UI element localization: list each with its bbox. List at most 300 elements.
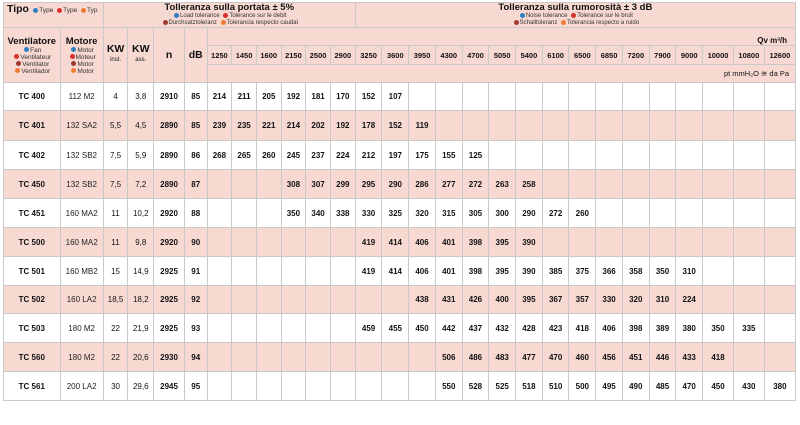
kw-ass-cell: 14,9 [128, 257, 154, 286]
table-row [4, 372, 796, 401]
pressure-cell [207, 257, 232, 286]
pressure-cell: 506 [435, 343, 462, 372]
flow-header-cell: 10000 [703, 46, 734, 65]
pressure-cell: 437 [462, 314, 489, 343]
rpm-cell: 2890 [154, 141, 185, 170]
pressure-cell [330, 286, 355, 314]
qv-label: Qv m³/h [757, 36, 787, 45]
pressure-cell [703, 257, 734, 286]
pressure-cell [256, 170, 281, 199]
pressure-cell: 390 [516, 228, 543, 257]
pressure-cell: 335 [733, 314, 764, 343]
brown-dot-icon [16, 61, 21, 66]
pressure-cell [281, 343, 306, 372]
pressure-cell [733, 199, 764, 228]
pressure-cell: 483 [489, 343, 516, 372]
pressure-cell [516, 111, 543, 141]
pressure-cell [676, 83, 703, 111]
pressure-cell [256, 314, 281, 343]
flow-header-cell: 3250 [355, 46, 382, 65]
pressure-cell [733, 343, 764, 372]
pressure-cell: 518 [516, 372, 543, 401]
pressure-cell [435, 83, 462, 111]
pressure-cell: 485 [649, 372, 676, 401]
pressure-cell [596, 83, 623, 111]
model-cell: TC 500 [4, 228, 61, 257]
pressure-cell [355, 286, 382, 314]
pressure-cell [462, 83, 489, 111]
pressure-cell [232, 228, 257, 257]
pressure-cell: 490 [622, 372, 649, 401]
motor-cell: 132 SB2 [60, 141, 103, 170]
red-dot-icon [571, 13, 576, 18]
pressure-cell: 406 [409, 228, 436, 257]
pressure-cell [622, 141, 649, 170]
pressure-cell [596, 141, 623, 170]
kw-inst-cell: 30 [103, 372, 128, 401]
pressure-cell: 175 [409, 141, 436, 170]
pressure-cell [703, 228, 734, 257]
pressure-cell: 390 [516, 257, 543, 286]
rpm-cell: 2920 [154, 228, 185, 257]
pressure-cell: 258 [516, 170, 543, 199]
table-row [4, 170, 796, 199]
pressure-cell: 510 [542, 372, 569, 401]
model-cell: TC 451 [4, 199, 61, 228]
kw-ass-cell: 9,8 [128, 228, 154, 257]
pressure-cell: 237 [306, 141, 331, 170]
pressure-cell [516, 141, 543, 170]
db-cell: 85 [184, 111, 207, 141]
pressure-cell [764, 141, 795, 170]
pressure-cell: 315 [435, 199, 462, 228]
rpm-cell: 2890 [154, 170, 185, 199]
pressure-cell [596, 199, 623, 228]
pressure-cell [542, 111, 569, 141]
red-dot-icon [14, 54, 19, 59]
pressure-cell: 406 [409, 257, 436, 286]
flow-header-cell: 6500 [569, 46, 596, 65]
pressure-cell [649, 228, 676, 257]
pressure-cell: 419 [355, 228, 382, 257]
pressure-cell [232, 343, 257, 372]
pressure-cell [676, 199, 703, 228]
pressure-cell: 432 [489, 314, 516, 343]
pressure-cell [306, 372, 331, 401]
pressure-cell: 419 [355, 257, 382, 286]
pressure-cell: 268 [207, 141, 232, 170]
blue-dot-icon [174, 13, 179, 18]
pressure-cell: 414 [382, 228, 409, 257]
flow-header-cell: 6850 [596, 46, 623, 65]
ventilatore-title: Ventilatore [7, 35, 57, 47]
pressure-cell: 358 [622, 257, 649, 286]
pressure-cell: 325 [382, 199, 409, 228]
pressure-cell [542, 141, 569, 170]
kw-inst-cell: 11 [103, 228, 128, 257]
pressure-cell [649, 199, 676, 228]
db-cell: 87 [184, 170, 207, 199]
pressure-cell [569, 111, 596, 141]
pressure-cell [207, 228, 232, 257]
pressure-cell [733, 111, 764, 141]
pressure-cell [232, 257, 257, 286]
pressure-cell [516, 83, 543, 111]
rpm-cell: 2925 [154, 314, 185, 343]
pressure-cell: 245 [281, 141, 306, 170]
pressure-cell [232, 170, 257, 199]
kw-ass-cell: 18,2 [128, 286, 154, 314]
pressure-cell: 389 [649, 314, 676, 343]
kw-inst-cell: 4 [103, 83, 128, 111]
pressure-cell: 375 [569, 257, 596, 286]
pressure-cell [676, 228, 703, 257]
pressure-cell [649, 170, 676, 199]
pressure-cell: 170 [330, 83, 355, 111]
pressure-cell [489, 111, 516, 141]
table-row [4, 141, 796, 170]
pressure-cell [622, 199, 649, 228]
data-rows [4, 83, 796, 401]
pressure-cell [703, 286, 734, 314]
pressure-cell [306, 286, 331, 314]
pressure-cell [207, 314, 232, 343]
pressure-cell [542, 83, 569, 111]
kw-ass-header: KW ass. [128, 28, 154, 83]
pressure-cell [409, 83, 436, 111]
pressure-cell: 152 [355, 83, 382, 111]
pressure-cell [281, 228, 306, 257]
model-cell: TC 401 [4, 111, 61, 141]
pressure-cell [281, 286, 306, 314]
pressure-cell: 214 [207, 83, 232, 111]
rpm-cell: 2920 [154, 199, 185, 228]
pressure-cell [622, 228, 649, 257]
pressure-cell [256, 286, 281, 314]
orange-dot-icon [71, 68, 76, 73]
pressure-cell [569, 228, 596, 257]
model-cell: TC 561 [4, 372, 61, 401]
pressure-cell [382, 372, 409, 401]
pressure-cell: 367 [542, 286, 569, 314]
db-header: dB [184, 28, 207, 83]
pressure-cell [764, 343, 795, 372]
motor-cell: 112 M2 [60, 83, 103, 111]
pressure-cell: 395 [516, 286, 543, 314]
table-row [4, 228, 796, 257]
kw-ass-cell: 3,8 [128, 83, 154, 111]
pressure-cell [764, 286, 795, 314]
pressure-cell: 380 [764, 372, 795, 401]
pressure-cell [207, 199, 232, 228]
pressure-cell: 340 [306, 199, 331, 228]
pressure-cell [330, 228, 355, 257]
pressure-cell [703, 170, 734, 199]
table-row [4, 343, 796, 372]
flow-header-cell: 7900 [649, 46, 676, 65]
ventilatore-legend: Fan Ventilateur Ventilator Ventilador [4, 47, 60, 75]
pressure-cell [409, 372, 436, 401]
blue-dot-icon [520, 13, 525, 18]
rpm-cell: 2925 [154, 286, 185, 314]
motor-cell: 160 MA2 [60, 199, 103, 228]
pressure-cell: 305 [462, 199, 489, 228]
pressure-cell: 205 [256, 83, 281, 111]
table-row [4, 286, 796, 314]
pressure-cell: 192 [330, 111, 355, 141]
pressure-cell: 398 [462, 228, 489, 257]
pressure-cell: 330 [596, 286, 623, 314]
flow-tolerance-title: Tolleranza sulla portata ± 5% [164, 2, 295, 14]
table-row [4, 257, 796, 286]
pressure-cell: 450 [703, 372, 734, 401]
pressure-cell: 477 [516, 343, 543, 372]
flow-header-cell: 3600 [382, 46, 409, 65]
brown-dot-icon [514, 20, 519, 25]
motor-cell: 160 MA2 [60, 228, 103, 257]
motore-title: Motore [65, 35, 98, 47]
pressure-cell: 433 [676, 343, 703, 372]
pressure-cell: 450 [409, 314, 436, 343]
pressure-cell: 338 [330, 199, 355, 228]
model-cell: TC 502 [4, 286, 61, 314]
pressure-cell [232, 372, 257, 401]
pressure-cell: 308 [281, 170, 306, 199]
pressure-cell: 350 [649, 257, 676, 286]
pressure-cell [649, 111, 676, 141]
flow-header-cell: 3950 [409, 46, 436, 65]
pressure-cell [569, 170, 596, 199]
pressure-cell [649, 83, 676, 111]
pressure-cell [232, 286, 257, 314]
pressure-cell [306, 314, 331, 343]
pressure-cell: 178 [355, 111, 382, 141]
pressure-cell: 400 [489, 286, 516, 314]
kw-inst-cell: 22 [103, 314, 128, 343]
pressure-cell: 286 [409, 170, 436, 199]
pressure-cell [596, 170, 623, 199]
pressure-cell [764, 170, 795, 199]
pressure-cell [596, 228, 623, 257]
pressure-cell: 357 [569, 286, 596, 314]
pressure-cell [330, 257, 355, 286]
rpm-cell: 2925 [154, 257, 185, 286]
table-row [4, 199, 796, 228]
pressure-cell: 380 [676, 314, 703, 343]
pressure-cell [569, 83, 596, 111]
red-dot-icon [223, 13, 228, 18]
red-dot-icon [57, 8, 62, 13]
rpm-cell: 2945 [154, 372, 185, 401]
tipo-title: Tipo [7, 3, 29, 15]
pressure-cell: 272 [462, 170, 489, 199]
pressure-cell: 446 [649, 343, 676, 372]
pressure-cell [676, 141, 703, 170]
kw-inst-cell: 15 [103, 257, 128, 286]
pressure-cell: 438 [409, 286, 436, 314]
pressure-cell: 460 [569, 343, 596, 372]
pressure-cell: 406 [596, 314, 623, 343]
motor-cell: 132 SA2 [60, 111, 103, 141]
pressure-cell: 525 [489, 372, 516, 401]
model-cell: TC 560 [4, 343, 61, 372]
flow-header-cell: 10800 [733, 46, 764, 65]
rpm-cell: 2930 [154, 343, 185, 372]
motore-legend: Motor Moteur Motor Motor [61, 47, 103, 75]
pressure-cell: 211 [232, 83, 257, 111]
pressure-cell: 265 [232, 141, 257, 170]
pressure-cell [232, 199, 257, 228]
pressure-cell: 224 [676, 286, 703, 314]
pressure-cell: 395 [489, 228, 516, 257]
pressure-cell: 214 [281, 111, 306, 141]
db-cell: 85 [184, 83, 207, 111]
kw-inst-header: KW inst. [103, 28, 128, 83]
pressure-cell: 431 [435, 286, 462, 314]
pressure-cell: 197 [382, 141, 409, 170]
pressure-cell [256, 343, 281, 372]
pressure-cell [764, 314, 795, 343]
rpm-header: n [154, 28, 185, 83]
pressure-cell: 495 [596, 372, 623, 401]
pressure-cell: 152 [382, 111, 409, 141]
flow-tolerance-legend: Load tolerance Tolerance sur le debit Durchsatztoleranz Tolerancia respecto caudal [104, 13, 355, 26]
performance-table [3, 2, 796, 401]
pressure-cell [733, 286, 764, 314]
pressure-cell: 295 [355, 170, 382, 199]
pressure-cell [232, 314, 257, 343]
pressure-cell [733, 257, 764, 286]
pressure-cell: 470 [542, 343, 569, 372]
kw-inst-cell: 7,5 [103, 170, 128, 199]
pressure-cell: 239 [207, 111, 232, 141]
pressure-cell: 470 [676, 372, 703, 401]
rpm-cell: 2890 [154, 111, 185, 141]
pressure-cell: 235 [232, 111, 257, 141]
pressure-cell: 418 [569, 314, 596, 343]
flow-header-cell: 2500 [306, 46, 331, 65]
pressure-cell [306, 257, 331, 286]
flow-header-cell: 6100 [542, 46, 569, 65]
pressure-cell [382, 286, 409, 314]
model-cell: TC 503 [4, 314, 61, 343]
pressure-cell [256, 199, 281, 228]
pressure-cell: 221 [256, 111, 281, 141]
pressure-cell: 459 [355, 314, 382, 343]
pressure-cell [256, 257, 281, 286]
flow-header-cell: 2150 [281, 46, 306, 65]
pressure-cell: 401 [435, 257, 462, 286]
pressure-cell [256, 372, 281, 401]
pressure-cell: 430 [733, 372, 764, 401]
pressure-cell: 423 [542, 314, 569, 343]
pressure-cell [330, 343, 355, 372]
pressure-cell [306, 343, 331, 372]
table-row [4, 314, 796, 343]
flow-tolerance-block [103, 3, 355, 28]
pressure-cell: 272 [542, 199, 569, 228]
pressure-cell: 277 [435, 170, 462, 199]
pressure-cell: 299 [330, 170, 355, 199]
ventilatore-header [4, 28, 61, 83]
pressure-cell [306, 228, 331, 257]
pressure-cell: 442 [435, 314, 462, 343]
kw-ass-cell: 7,2 [128, 170, 154, 199]
db-cell: 90 [184, 228, 207, 257]
pressure-cell [207, 372, 232, 401]
motor-cell: 180 M2 [60, 343, 103, 372]
orange-dot-icon [561, 20, 566, 25]
pressure-cell [703, 141, 734, 170]
pressure-cell [207, 170, 232, 199]
blue-dot-icon [33, 8, 38, 13]
motor-cell: 160 LA2 [60, 286, 103, 314]
pressure-cell: 181 [306, 83, 331, 111]
db-cell: 92 [184, 286, 207, 314]
brown-dot-icon [71, 61, 76, 66]
pressure-cell [703, 199, 734, 228]
pressure-cell [462, 111, 489, 141]
pressure-cell: 263 [489, 170, 516, 199]
brown-dot-icon [163, 20, 168, 25]
pressure-cell: 330 [355, 199, 382, 228]
pressure-cell: 486 [462, 343, 489, 372]
pressure-cell [382, 343, 409, 372]
rpm-cell: 2910 [154, 83, 185, 111]
pressure-cell [764, 257, 795, 286]
pressure-cell [649, 141, 676, 170]
orange-dot-icon [81, 8, 86, 13]
pressure-cell: 350 [281, 199, 306, 228]
pressure-cell [542, 170, 569, 199]
flow-header-cell: 12600 [764, 46, 795, 65]
pressure-cell [764, 111, 795, 141]
model-cell: TC 450 [4, 170, 61, 199]
kw-inst-cell: 7,5 [103, 141, 128, 170]
pressure-cell [703, 111, 734, 141]
pressure-cell: 155 [435, 141, 462, 170]
motor-cell: 132 SB2 [60, 170, 103, 199]
flow-header-cell: 5400 [516, 46, 543, 65]
flow-header-cell: 4300 [435, 46, 462, 65]
pressure-cell [733, 141, 764, 170]
pressure-cell [569, 141, 596, 170]
pressure-cell [676, 111, 703, 141]
pressure-cell: 202 [306, 111, 331, 141]
table-row [4, 83, 796, 111]
pressure-cell: 414 [382, 257, 409, 286]
db-cell: 86 [184, 141, 207, 170]
pressure-cell [703, 83, 734, 111]
motor-cell: 160 MB2 [60, 257, 103, 286]
kw-ass-cell: 29,6 [128, 372, 154, 401]
pressure-cell: 395 [489, 257, 516, 286]
pressure-cell [330, 372, 355, 401]
pressure-cell: 300 [489, 199, 516, 228]
pressure-cell: 428 [516, 314, 543, 343]
pressure-cell [596, 111, 623, 141]
flow-header-cell: 9000 [676, 46, 703, 65]
noise-tolerance-title: Tolleranza sulla rumorosità ± 3 dB [498, 2, 653, 14]
pressure-cell: 418 [703, 343, 734, 372]
pressure-unit: pt mmH₂O ≅ da Pa [207, 65, 795, 83]
db-cell: 93 [184, 314, 207, 343]
pressure-cell: 401 [435, 228, 462, 257]
pressure-cell [281, 372, 306, 401]
pressure-cell: 119 [409, 111, 436, 141]
pressure-cell [355, 343, 382, 372]
pressure-cell [622, 111, 649, 141]
